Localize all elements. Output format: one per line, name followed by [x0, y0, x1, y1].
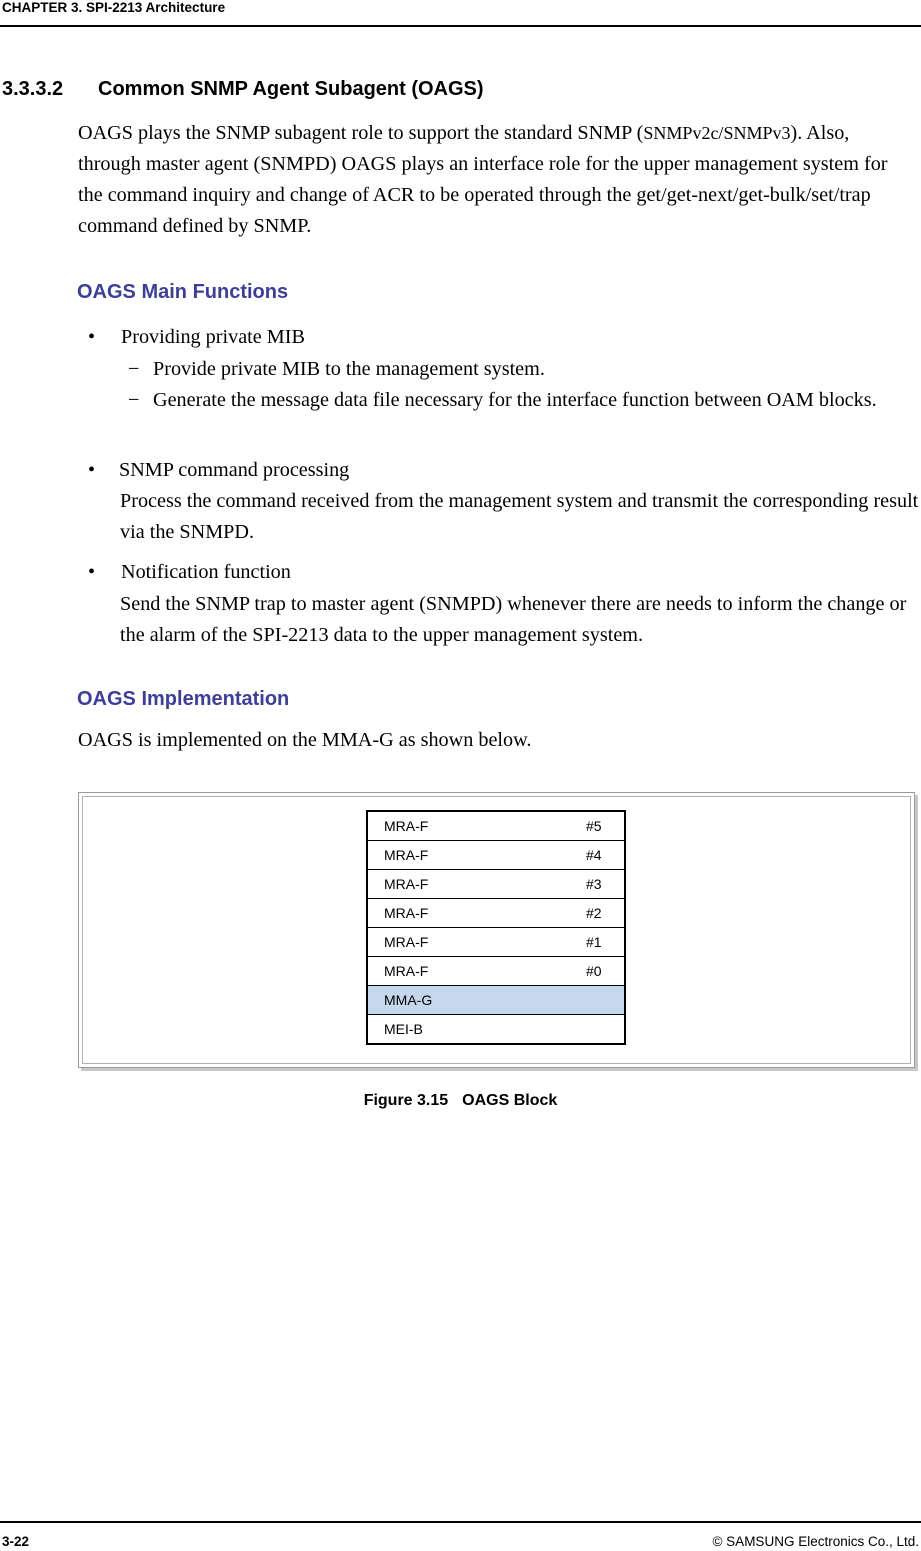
implementation-heading: OAGS Implementation	[77, 688, 290, 710]
slot-mra-f-0	[368, 957, 624, 986]
page-header	[0, 0, 921, 27]
slot-name: MRA-F	[384, 934, 429, 950]
slot-mra-f-3	[368, 870, 624, 899]
bullet-icon: •	[88, 459, 96, 481]
section-title-text: Common SNMP Agent Subagent (OAGS)	[98, 78, 484, 100]
implementation-paragraph: OAGS is implemented on the MMA-G as shown below.	[78, 729, 532, 751]
bullet-title: SNMP command processing	[119, 459, 350, 481]
oags-block-diagram	[366, 810, 626, 1045]
snmp-command-paragraph: Process the command received from the management system and transmit the corresponding result via the SNMPD.	[120, 490, 919, 543]
slot-mra-f-1	[368, 928, 624, 957]
slot-number: #2	[586, 905, 602, 921]
bullet-icon: •	[88, 561, 96, 583]
copyright: © SAMSUNG Electronics Co., Ltd.	[712, 1534, 919, 1549]
bullet-icon: •	[88, 326, 96, 348]
slot-mra-f-2	[368, 899, 624, 928]
slot-name: MMA-G	[384, 992, 433, 1008]
slot-mra-f-5	[368, 812, 624, 841]
section-title	[2, 78, 484, 101]
intro-part1: OAGS plays the SNMP subagent role to support the standard SNMP (	[78, 122, 644, 144]
slot-mei-b	[368, 1015, 624, 1043]
dash-item-text: Generate the message data file necessary for the interface function between OAM blocks.	[153, 389, 877, 411]
slot-name: MEI-B	[384, 1021, 423, 1037]
slot-number: #5	[586, 818, 602, 834]
slot-number: #3	[586, 876, 602, 892]
slot-mra-f-4	[368, 841, 624, 870]
intro-part2: ). Also, through master agent (SNMPD) OAGS plays an interface role for the upper management system for the command inquiry and change of ACR to be operated through the get/get-next/get-bulk/set/trap command defined by SNMP.	[78, 122, 888, 237]
dash-icon: −	[128, 358, 140, 380]
slot-name: MRA-F	[384, 847, 429, 863]
dash-icon: −	[128, 389, 140, 411]
main-functions-heading: OAGS Main Functions	[77, 281, 289, 303]
bullet-title: Notification function	[121, 561, 291, 583]
slot-number: #4	[586, 847, 602, 863]
caption-title: OAGS Block	[462, 1092, 558, 1109]
dash-item-text: Provide private MIB to the management system.	[153, 358, 545, 380]
slot-number: #0	[586, 963, 602, 979]
chapter-title: CHAPTER 3. SPI-2213 Architecture	[2, 0, 226, 15]
page-footer	[0, 1521, 921, 1551]
intro-paragraph	[78, 118, 916, 242]
intro-snmp-versions: SNMPv2c/SNMPv3	[643, 123, 791, 143]
bullet-title: Providing private MIB	[121, 326, 305, 348]
notification-paragraph: Send the SNMP trap to master agent (SNMPD) whenever there are needs to inform the change or the alarm of the SPI-2213 data to the upper management system.	[120, 593, 907, 646]
caption-label: Figure 3.15	[363, 1092, 449, 1109]
slot-name: MRA-F	[384, 876, 429, 892]
slot-name: MRA-F	[384, 963, 429, 979]
slot-name: MRA-F	[384, 905, 429, 921]
section-number: 3.3.3.2	[2, 78, 64, 100]
slot-number: #1	[586, 934, 602, 950]
slot-mma-g	[368, 986, 624, 1015]
figure-caption	[0, 1092, 921, 1110]
page-number: 3-22	[2, 1534, 30, 1549]
slot-name: MRA-F	[384, 818, 429, 834]
